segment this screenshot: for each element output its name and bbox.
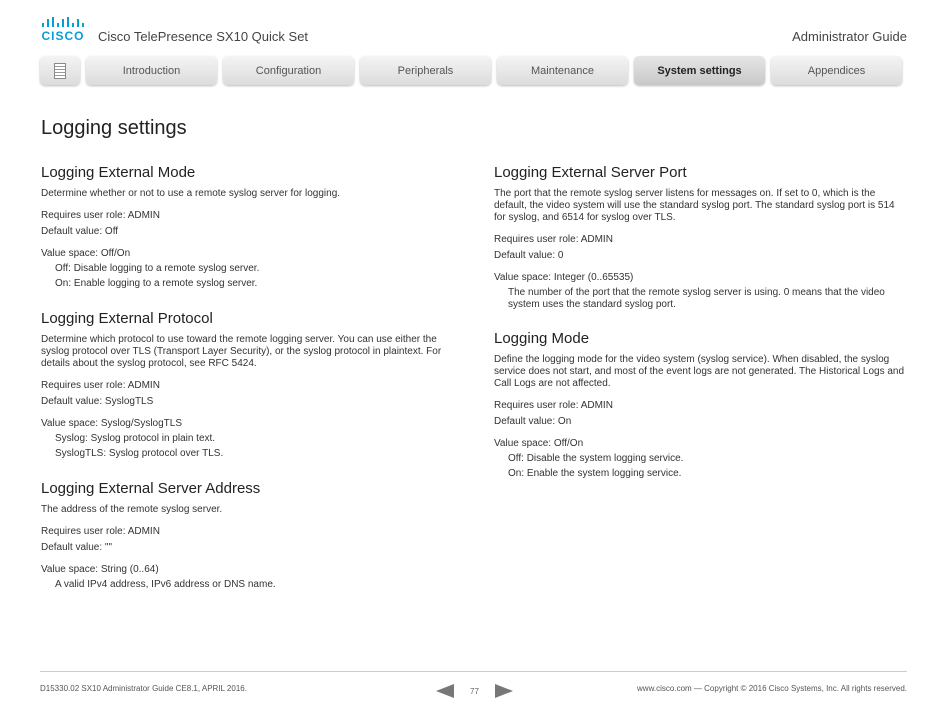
tab-introduction[interactable]: Introduction [86,56,217,85]
setting-title: Logging External Protocol [41,310,213,327]
value-space: Value space: Off/On [41,248,131,259]
tab-maintenance[interactable]: Maintenance [497,56,628,85]
setting-description: Determine whether or not to use a remote syslog server for logging. [41,188,341,199]
setting-section [41,164,456,290]
value-option: SyslogTLS: Syslog protocol over TLS. [55,448,224,459]
required-role: Requires user role: ADMIN [41,380,160,391]
setting-description: Define the logging mode for the video system (syslog service). When disabled, the syslog service does not start, and most of the event logs are not generated. The Historical Logs and Call Logs are not affected. [494,354,905,389]
tab-contents[interactable] [40,56,80,85]
value-option: The number of the port that the remote syslog server is using. 0 means that the video system uses the standard syslog port. [508,287,885,310]
setting-section [41,310,456,460]
tab-configuration[interactable]: Configuration [223,56,354,85]
required-role: Requires user role: ADMIN [41,210,160,221]
required-role: Requires user role: ADMIN [494,400,613,411]
value-option: Syslog: Syslog protocol in plain text. [55,433,216,444]
value-option: Off: Disable the system logging service. [508,453,684,464]
value-option: Off: Disable logging to a remote syslog server. [55,263,260,274]
default-value: Default value: 0 [494,250,564,261]
previous-page-icon[interactable] [436,684,454,698]
product-title: Cisco TelePresence SX10 Quick Set [98,29,309,44]
default-value: Default value: Off [41,226,119,237]
tab-system-settings[interactable]: System settings [634,56,765,85]
setting-description: The port that the remote syslog server listens for messages on. If set to 0, which is the default, the video system will use the standard syslog port. The standard syslog port is 514 for syslog, and 6514 for syslog over TLS. [494,188,895,223]
cisco-logo [40,17,86,43]
footer-copyright: www.cisco.com — Copyright © 2016 Cisco Systems, Inc. All rights reserved. [637,684,907,693]
required-role: Requires user role: ADMIN [494,234,613,245]
setting-section [494,330,909,480]
guide-title: Administrator Guide [792,29,907,44]
document-icon [54,63,66,79]
required-role: Requires user role: ADMIN [41,526,160,537]
tab-peripherals[interactable]: Peripherals [360,56,491,85]
value-space: Value space: String (0..64) [41,564,159,575]
value-option: A valid IPv4 address, IPv6 address or DNS name. [55,579,276,590]
value-option: On: Enable logging to a remote syslog server. [55,278,258,289]
next-page-icon[interactable] [495,684,513,698]
default-value: Default value: On [494,416,572,427]
setting-description: The address of the remote syslog server. [41,504,223,515]
logo-text: CISCO [41,29,85,43]
setting-description: Determine which protocol to use toward the remote logging server. You can use either the syslog protocol over TLS (Transport Layer Security), or the syslog protocol in plaintext. For details about the syslog protocol, see RFC 5424. [41,334,442,369]
setting-section [494,164,909,311]
page-title: Logging settings [41,117,187,139]
tab-bar [40,56,902,85]
setting-title: Logging Mode [494,330,590,347]
setting-title: Logging External Server Port [494,164,687,181]
footer-doc-id: D15330.02 SX10 Administrator Guide CE8.1, APRIL 2016. [40,684,247,693]
value-option: On: Enable the system logging service. [508,468,682,479]
default-value: Default value: "" [41,542,113,553]
value-space: Value space: Off/On [494,438,584,449]
value-space: Value space: Syslog/SyslogTLS [41,418,183,429]
page-number: 77 [470,686,479,696]
footer-divider [40,671,907,672]
tab-appendices[interactable]: Appendices [771,56,902,85]
default-value: Default value: SyslogTLS [41,396,154,407]
value-space: Value space: Integer (0..65535) [494,272,634,283]
setting-title: Logging External Mode [41,164,196,181]
page-nav [436,684,513,698]
setting-title: Logging External Server Address [41,480,261,497]
setting-section [41,480,456,591]
